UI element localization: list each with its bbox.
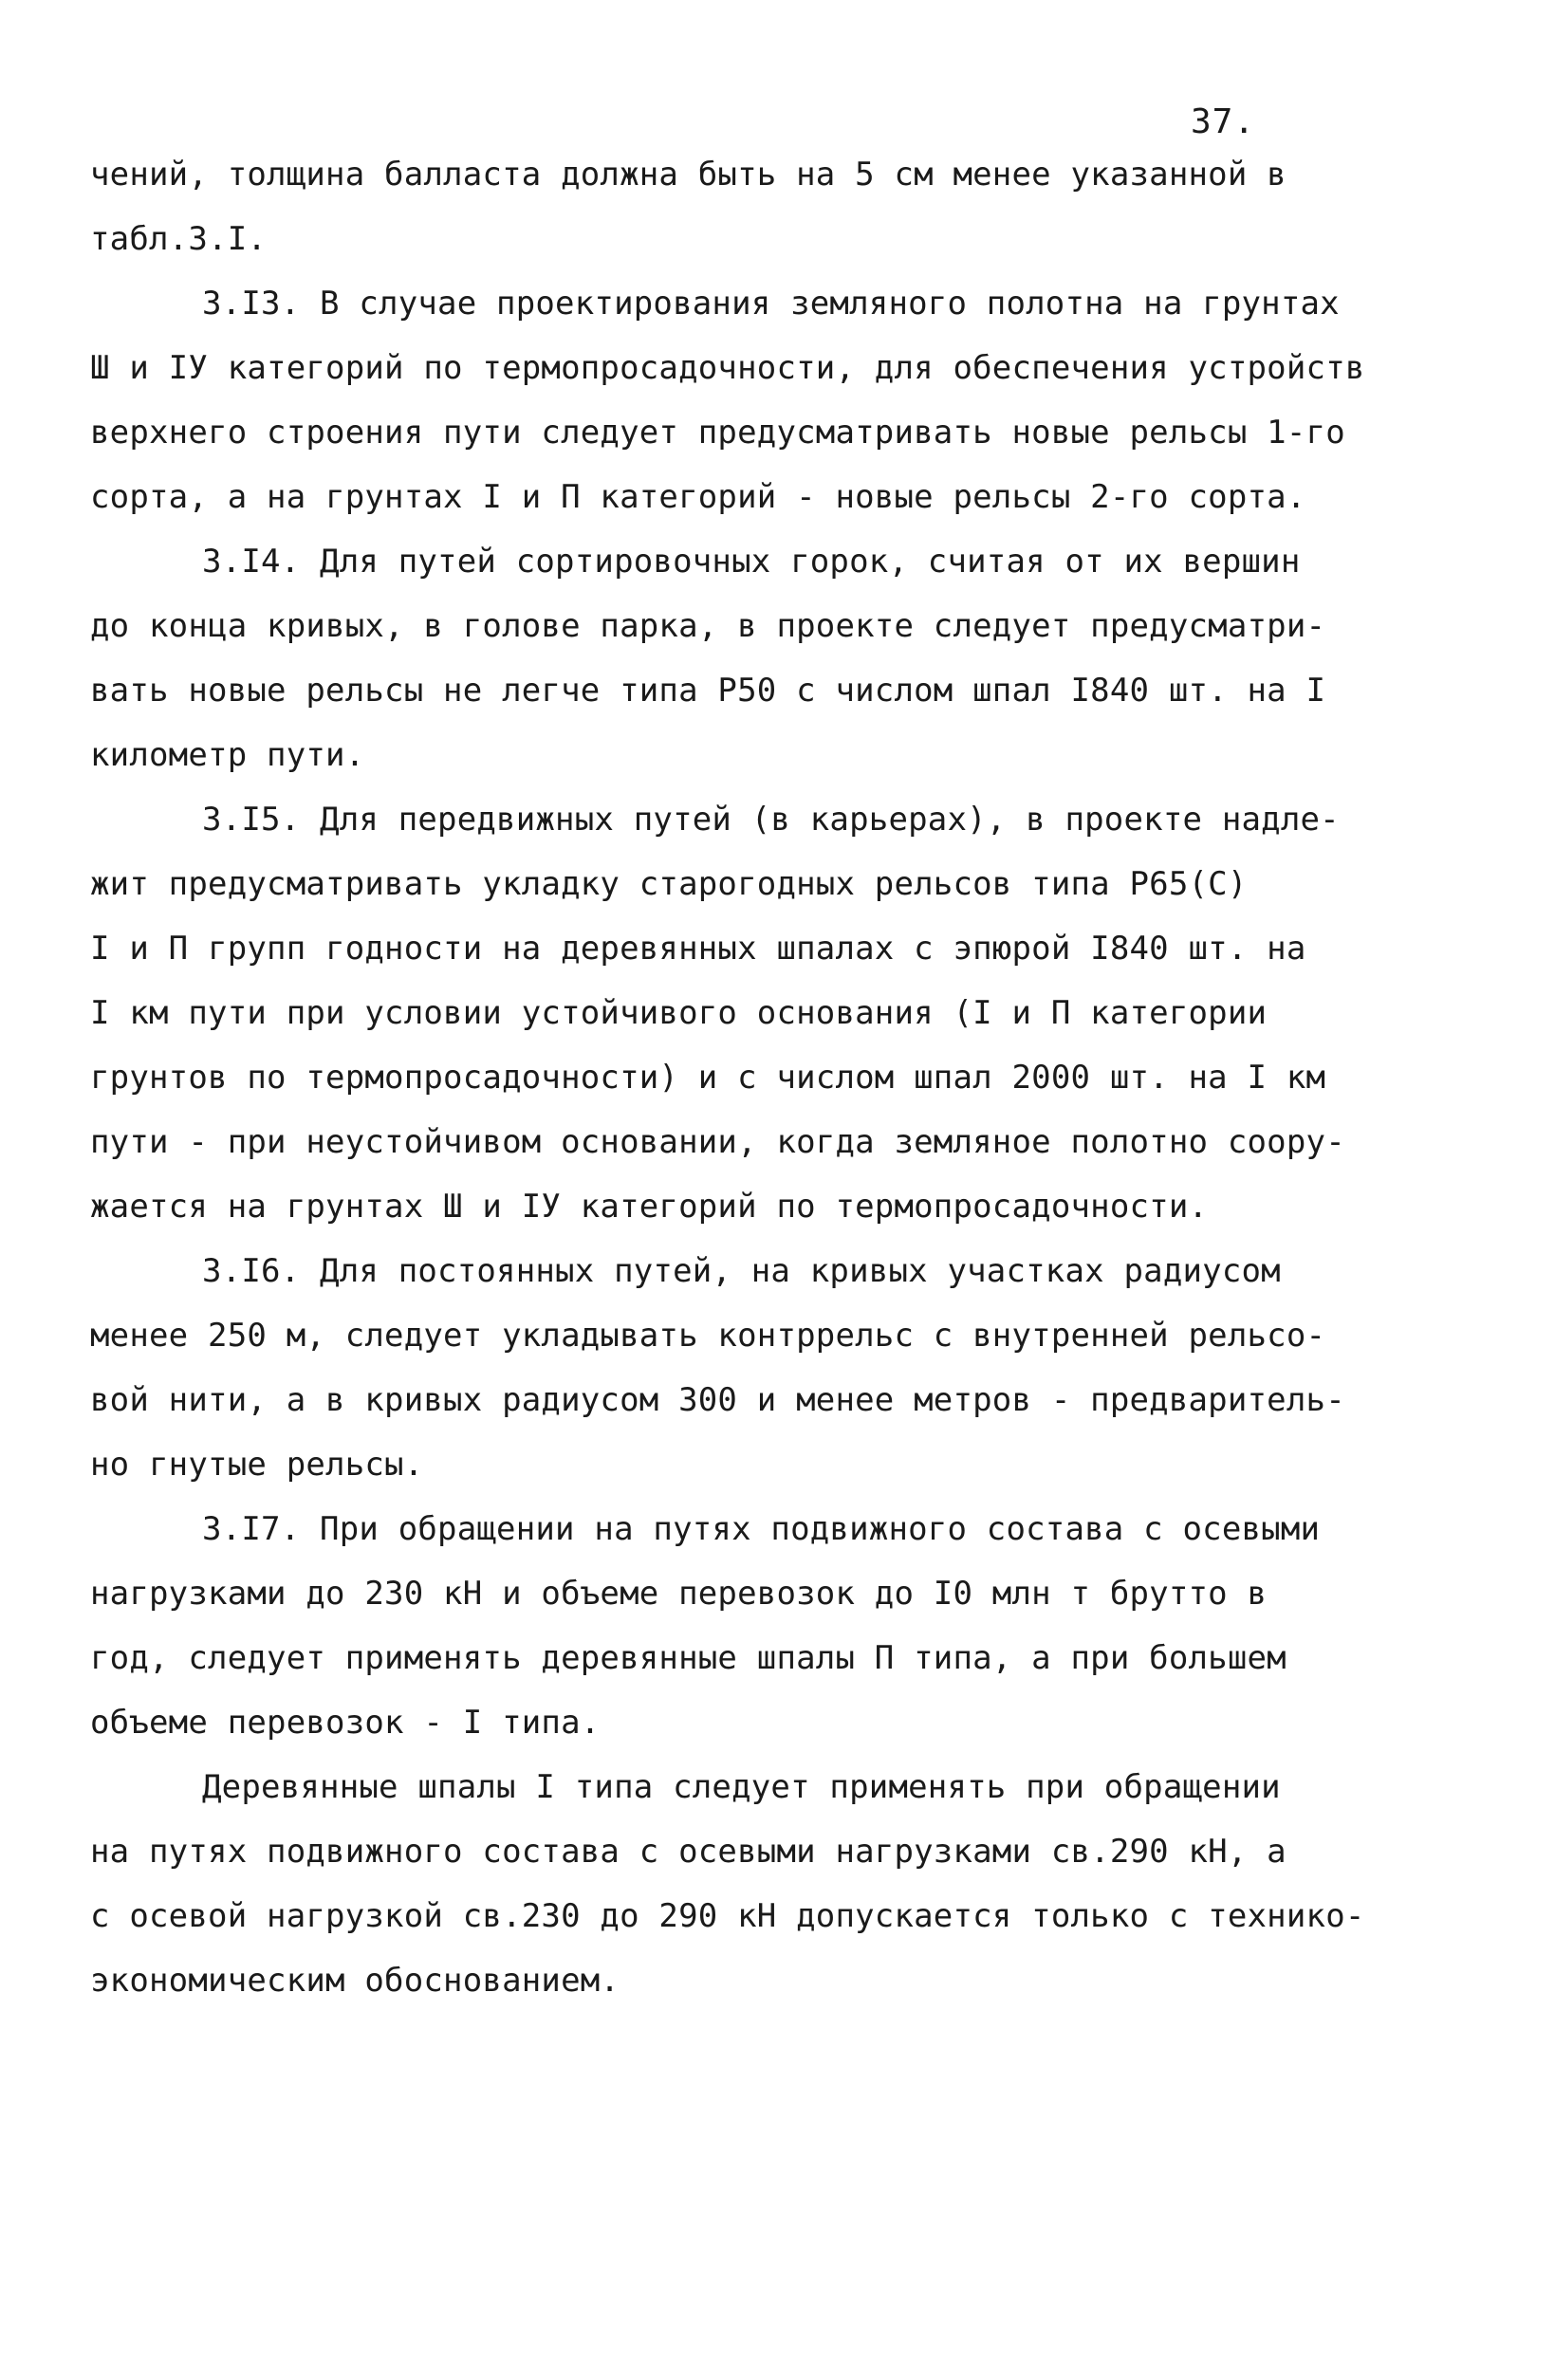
text-line: менее 250 м, следует укладывать контррельс с внутренней рельсо-	[90, 1317, 1326, 1355]
text-line: верхнего строения пути следует предусматривать новые рельсы 1-го	[90, 414, 1345, 452]
text-line: экономическим обоснованием.	[90, 1962, 620, 2000]
text-line: Ш и IУ категорий по термопросадочности, для обеспечения устройств	[90, 349, 1365, 387]
text-line: пути - при неустойчивом основании, когда земляное полотно соору-	[90, 1123, 1345, 1161]
text-line: жит предусматривать укладку старогодных рельсов типа Р65(С)	[90, 865, 1248, 903]
text-line: вой нити, а в кривых радиусом 300 и менее метров - предваритель-	[90, 1381, 1345, 1419]
text-line: табл.3.I.	[90, 220, 268, 258]
text-line: километр пути.	[90, 736, 365, 774]
text-line: объеме перевозок - I типа.	[90, 1704, 601, 1742]
text-line: 3.I3. В случае проектирования земляного полотна на грунтах	[202, 285, 1340, 323]
text-line: 3.I6. Для постоянных путей, на кривых участках радиусом	[202, 1252, 1281, 1290]
text-line: I км пути при условии устойчивого основания (I и П категории	[90, 994, 1268, 1032]
text-line: до конца кривых, в голове парка, в проекте следует предусматри-	[90, 607, 1326, 645]
text-line: сорта, а на грунтах I и П категорий - новые рельсы 2-го сорта.	[90, 478, 1306, 516]
page-number: 37.	[1191, 102, 1256, 141]
text-line: нагрузками до 230 кН и объеме перевозок до I0 млн т брутто в	[90, 1575, 1268, 1613]
text-line: I и П групп годности на деревянных шпалах с эпюрой I840 шт. на	[90, 930, 1306, 968]
text-line: с осевой нагрузкой св.230 до 290 кН допускается только с технико-	[90, 1897, 1365, 1935]
text-line: 3.I7. При обращении на путях подвижного состава с осевыми	[202, 1510, 1321, 1548]
text-line: жается на грунтах Ш и IУ категорий по термопросадочности.	[90, 1188, 1209, 1226]
text-line: 3.I5. Для передвижных путей (в карьерах), в проекте надле-	[202, 801, 1340, 839]
text-line: чений, толщина балласта должна быть на 5 см менее указанной в	[90, 156, 1287, 194]
text-line: 3.I4. Для путей сортировочных горок, считая от их вершин	[202, 543, 1301, 581]
text-line: грунтов по термопросадочности) и с числом шпал 2000 шт. на I км	[90, 1059, 1326, 1097]
text-line: на путях подвижного состава с осевыми нагрузками св.290 кН, а	[90, 1833, 1287, 1871]
text-body	[90, 142, 1447, 2013]
text-line: год, следует применять деревянные шпалы П типа, а при большем	[90, 1639, 1287, 1677]
text-line: вать новые рельсы не легче типа Р50 с числом шпал I840 шт. на I	[90, 672, 1326, 710]
text-line: Деревянные шпалы I типа следует применять при обращении	[202, 1768, 1281, 1806]
text-line: но гнутые рельсы.	[90, 1446, 424, 1484]
